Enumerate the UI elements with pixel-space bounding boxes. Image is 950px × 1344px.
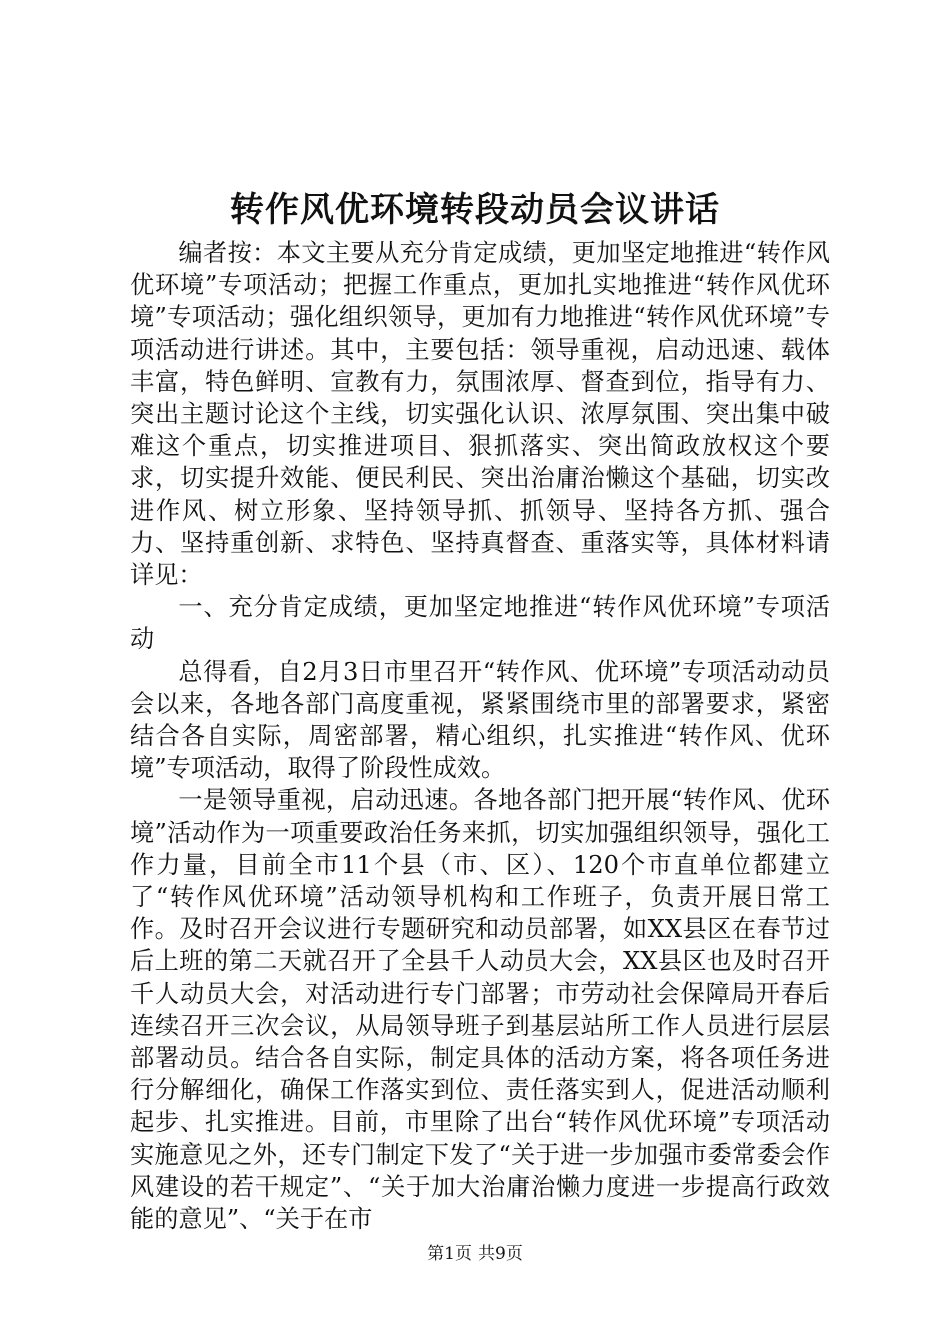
page-number: 第1页 (427, 1244, 472, 1264)
editor-note-paragraph: 编者按：本文主要从充分肯定成绩，更加坚定地推进“转作风优环境”专项活动；把握工作重点，更加扎实地推进“转作风优环境”专项活动；强化组织领导，更加有力地推进“转作风优环境”专项活动进行讲述。其中，主要包括：领导重视，启动迅速、载体丰富，特色鲜明、宣教有力，氛围浓厚、督查到位，指导有力、突出主题讨论这个主线，切实强化认识、浓厚氛围、突出集中破难这个重点，切实推进项目、狠抓落实、突出简政放权这个要求，切实提升效能、便民利民、突出治庸治懒这个基础，切实改进作风、树立形象、坚持领导抓、抓领导、坚持各方抓、强合力、坚持重创新、求特色、坚持真督查、重落实等，具体材料请详见： (130, 239, 830, 590)
section-heading-paragraph: 一、充分肯定成绩，更加坚定地推进“转作风优环境”专项活动 (130, 593, 830, 654)
page-footer (0, 1242, 950, 1266)
document-title: 转作风优环境转段动员会议讲话 (230, 190, 720, 230)
point-one-paragraph: 一是领导重视，启动迅速。各地各部门把开展“转作风、优环境”活动作为一项重要政治任务来抓，切实加强组织领导，强化工作力量，目前全市11个县（市、区）、120个市直单位都建立了“转作风优环境”活动领导机构和工作班子，负责开展日常工作。及时召开会议进行专题研究和动员部署，如XX县区在春节过后上班的第二天就召开了全县千人动员大会，XX县区也及时召开千人动员大会，对活动进行专门部署；市劳动社会保障局开春后连续召开三次会议，从局领导班子到基层站所工作人员进行层层部署动员。结合各自实际，制定具体的活动方案，将各项任务进行分解细化，确保工作落实到位、责任落实到人，促进活动顺利起步、扎实推进。目前，市里除了出台“转作风优环境”专项活动实施意见之外，还专门制定下发了“关于进一步加强市委常委会作风建设的若干规定”、“关于加大治庸治懒力度进一步提高行政效能的意见”、“关于在市 (130, 786, 830, 1234)
summary-paragraph: 总得看，自2月3日市里召开“转作风、优环境”专项活动动员会以来，各地各部门高度重视，紧紧围绕市里的部署要求，紧密结合各自实际，周密部署，精心组织，扎实推进“转作风、优环境”专项活动，取得了阶段性成效。 (130, 657, 830, 783)
document-body (130, 237, 830, 1235)
page-total: 共9页 (478, 1244, 523, 1264)
